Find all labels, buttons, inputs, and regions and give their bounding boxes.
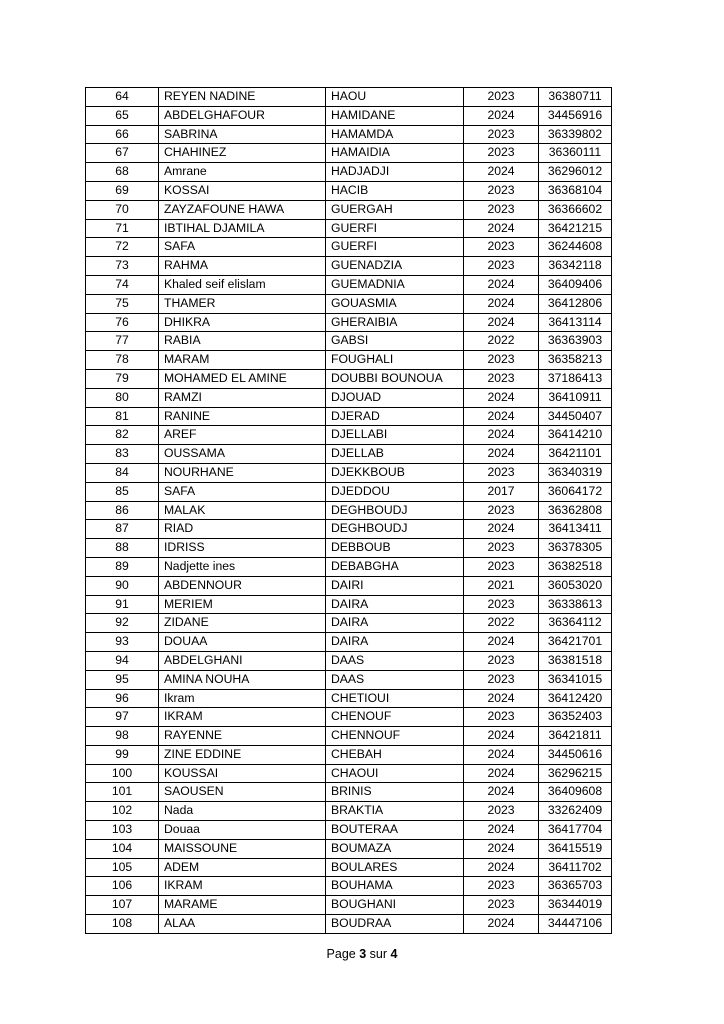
table-row (86, 783, 612, 802)
last-name-cell: DAIRA (326, 595, 464, 614)
row-number: 91 (86, 595, 159, 614)
table-row (86, 689, 612, 708)
last-name-cell: DAIRI (326, 576, 464, 595)
row-number: 94 (86, 651, 159, 670)
row-number: 76 (86, 313, 159, 332)
row-number: 65 (86, 106, 159, 125)
id-number-cell: 36382518 (539, 557, 612, 576)
first-name-cell: MARAM (159, 351, 326, 370)
row-number: 101 (86, 783, 159, 802)
total-page-count: 4 (390, 947, 398, 961)
table-row (86, 896, 612, 915)
row-number: 66 (86, 125, 159, 144)
table-row (86, 764, 612, 783)
table-row (86, 576, 612, 595)
year-cell: 2024 (464, 821, 539, 840)
last-name-cell: GUEMADNIA (326, 275, 464, 294)
year-cell: 2024 (464, 426, 539, 445)
last-name-cell: BOUTERAA (326, 821, 464, 840)
first-name-cell: THAMER (159, 294, 326, 313)
table-row (86, 388, 612, 407)
first-name-cell: ABDENNOUR (159, 576, 326, 595)
year-cell: 2024 (464, 407, 539, 426)
id-number-cell: 36341015 (539, 670, 612, 689)
last-name-cell: DJOUAD (326, 388, 464, 407)
current-page-number: 3 (359, 947, 367, 961)
year-cell: 2023 (464, 238, 539, 257)
last-name-cell: BRAKTIA (326, 802, 464, 821)
last-name-cell: DAAS (326, 651, 464, 670)
table-row (86, 839, 612, 858)
table-row (86, 332, 612, 351)
table-row (86, 727, 612, 746)
row-number: 74 (86, 275, 159, 294)
id-number-cell: 36381518 (539, 651, 612, 670)
row-number: 72 (86, 238, 159, 257)
table-row (86, 200, 612, 219)
id-number-cell: 36409406 (539, 275, 612, 294)
first-name-cell: MERIEM (159, 595, 326, 614)
year-cell: 2024 (464, 275, 539, 294)
row-number: 92 (86, 614, 159, 633)
year-cell: 2023 (464, 200, 539, 219)
last-name-cell: DAAS (326, 670, 464, 689)
id-number-cell: 34450616 (539, 745, 612, 764)
id-number-cell: 36413114 (539, 313, 612, 332)
id-number-cell: 36421101 (539, 445, 612, 464)
row-number: 69 (86, 181, 159, 200)
last-name-cell: DAIRA (326, 614, 464, 633)
first-name-cell: Nada (159, 802, 326, 821)
year-cell: 2023 (464, 125, 539, 144)
last-name-cell: FOUGHALI (326, 351, 464, 370)
year-cell: 2024 (464, 689, 539, 708)
last-name-cell: BOUMAZA (326, 839, 464, 858)
row-number: 64 (86, 88, 159, 107)
row-number: 75 (86, 294, 159, 313)
table-row (86, 351, 612, 370)
year-cell: 2024 (464, 745, 539, 764)
last-name-cell: DJELLAB (326, 445, 464, 464)
year-cell: 2023 (464, 539, 539, 558)
table-row (86, 163, 612, 182)
last-name-cell: HAMIDANE (326, 106, 464, 125)
first-name-cell: NOURHANE (159, 463, 326, 482)
row-number: 96 (86, 689, 159, 708)
table-row (86, 614, 612, 633)
first-name-cell: IKRAM (159, 877, 326, 896)
year-cell: 2024 (464, 294, 539, 313)
id-number-cell: 36421811 (539, 727, 612, 746)
first-name-cell: DHIKRA (159, 313, 326, 332)
row-number: 106 (86, 877, 159, 896)
row-number: 68 (86, 163, 159, 182)
last-name-cell: DOUBBI BOUNOUA (326, 369, 464, 388)
table-row (86, 482, 612, 501)
first-name-cell: RANINE (159, 407, 326, 426)
first-name-cell: CHAHINEZ (159, 144, 326, 163)
row-number: 79 (86, 369, 159, 388)
row-number: 98 (86, 727, 159, 746)
row-number: 84 (86, 463, 159, 482)
year-cell: 2024 (464, 520, 539, 539)
table-row (86, 426, 612, 445)
year-cell: 2024 (464, 445, 539, 464)
table-row (86, 257, 612, 276)
first-name-cell: MARAME (159, 896, 326, 915)
id-number-cell: 36344019 (539, 896, 612, 915)
table-row (86, 219, 612, 238)
id-number-cell: 36338613 (539, 595, 612, 614)
row-number: 78 (86, 351, 159, 370)
id-number-cell: 36380711 (539, 88, 612, 107)
first-name-cell: ZAYZAFOUNE HAWA (159, 200, 326, 219)
table-row (86, 708, 612, 727)
last-name-cell: HAMAIDIA (326, 144, 464, 163)
id-number-cell: 36414210 (539, 426, 612, 445)
table-row (86, 407, 612, 426)
table-row (86, 501, 612, 520)
last-name-cell: BOUGHANI (326, 896, 464, 915)
first-name-cell: SAOUSEN (159, 783, 326, 802)
first-name-cell: Nadjette ines (159, 557, 326, 576)
first-name-cell: KOUSSAI (159, 764, 326, 783)
first-name-cell: Douaa (159, 821, 326, 840)
table-row (86, 369, 612, 388)
table-row (86, 802, 612, 821)
last-name-cell: BOUHAMA (326, 877, 464, 896)
first-name-cell: ZINE EDDINE (159, 745, 326, 764)
year-cell: 2024 (464, 163, 539, 182)
id-number-cell: 36340319 (539, 463, 612, 482)
year-cell: 2023 (464, 501, 539, 520)
id-number-cell: 36365703 (539, 877, 612, 896)
last-name-cell: DEBABGHA (326, 557, 464, 576)
id-number-cell: 36413411 (539, 520, 612, 539)
id-number-cell: 36411702 (539, 858, 612, 877)
table-row (86, 877, 612, 896)
id-number-cell: 36421701 (539, 633, 612, 652)
id-number-cell: 36368104 (539, 181, 612, 200)
last-name-cell: GOUASMIA (326, 294, 464, 313)
row-number: 93 (86, 633, 159, 652)
first-name-cell: AMINA NOUHA (159, 670, 326, 689)
first-name-cell: MOHAMED EL AMINE (159, 369, 326, 388)
first-name-cell: IBTIHAL DJAMILA (159, 219, 326, 238)
year-cell: 2024 (464, 313, 539, 332)
row-number: 86 (86, 501, 159, 520)
footer-separator: sur (366, 947, 391, 961)
year-cell: 2021 (464, 576, 539, 595)
table-row (86, 520, 612, 539)
id-number-cell: 36358213 (539, 351, 612, 370)
table-row (86, 294, 612, 313)
first-name-cell: REYEN NADINE (159, 88, 326, 107)
id-number-cell: 36364112 (539, 614, 612, 633)
id-number-cell: 36415519 (539, 839, 612, 858)
id-number-cell: 37186413 (539, 369, 612, 388)
row-number: 77 (86, 332, 159, 351)
first-name-cell: ZIDANE (159, 614, 326, 633)
row-number: 73 (86, 257, 159, 276)
first-name-cell: SABRINA (159, 125, 326, 144)
id-number-cell: 36366602 (539, 200, 612, 219)
row-number: 108 (86, 915, 159, 934)
table-row (86, 275, 612, 294)
year-cell: 2023 (464, 88, 539, 107)
table-row (86, 144, 612, 163)
first-name-cell: RAHMA (159, 257, 326, 276)
id-number-cell: 33262409 (539, 802, 612, 821)
row-number: 70 (86, 200, 159, 219)
id-number-cell: 34456916 (539, 106, 612, 125)
last-name-cell: HAOU (326, 88, 464, 107)
id-number-cell: 36412420 (539, 689, 612, 708)
row-number: 88 (86, 539, 159, 558)
last-name-cell: GHERAIBIA (326, 313, 464, 332)
year-cell: 2024 (464, 858, 539, 877)
first-name-cell: IKRAM (159, 708, 326, 727)
row-number: 85 (86, 482, 159, 501)
id-number-cell: 36378305 (539, 539, 612, 558)
year-cell: 2023 (464, 670, 539, 689)
table-row (86, 463, 612, 482)
first-name-cell: Khaled seif elislam (159, 275, 326, 294)
row-number: 90 (86, 576, 159, 595)
year-cell: 2024 (464, 388, 539, 407)
id-number-cell: 36410911 (539, 388, 612, 407)
row-number: 82 (86, 426, 159, 445)
id-number-cell: 36064172 (539, 482, 612, 501)
first-name-cell: RIAD (159, 520, 326, 539)
year-cell: 2024 (464, 106, 539, 125)
table-row (86, 539, 612, 558)
year-cell: 2024 (464, 783, 539, 802)
first-name-cell: ABDELGHANI (159, 651, 326, 670)
table-row (86, 595, 612, 614)
year-cell: 2022 (464, 614, 539, 633)
id-number-cell: 34450407 (539, 407, 612, 426)
id-number-cell: 36409608 (539, 783, 612, 802)
row-number: 95 (86, 670, 159, 689)
year-cell: 2024 (464, 764, 539, 783)
last-name-cell: CHENOUF (326, 708, 464, 727)
year-cell: 2023 (464, 181, 539, 200)
year-cell: 2024 (464, 727, 539, 746)
table-row (86, 651, 612, 670)
first-name-cell: RABIA (159, 332, 326, 351)
first-name-cell: RAYENNE (159, 727, 326, 746)
year-cell: 2024 (464, 839, 539, 858)
first-name-cell: OUSSAMA (159, 445, 326, 464)
id-number-cell: 36417704 (539, 821, 612, 840)
first-name-cell: ABDELGHAFOUR (159, 106, 326, 125)
table-row (86, 670, 612, 689)
first-name-cell: SAFA (159, 482, 326, 501)
table-row (86, 238, 612, 257)
first-name-cell: AREF (159, 426, 326, 445)
table-row (86, 106, 612, 125)
year-cell: 2023 (464, 257, 539, 276)
id-number-cell: 36363903 (539, 332, 612, 351)
row-number: 81 (86, 407, 159, 426)
year-cell: 2023 (464, 144, 539, 163)
id-number-cell: 36053020 (539, 576, 612, 595)
last-name-cell: HACIB (326, 181, 464, 200)
row-number: 102 (86, 802, 159, 821)
first-name-cell: SAFA (159, 238, 326, 257)
row-number: 99 (86, 745, 159, 764)
row-number: 80 (86, 388, 159, 407)
row-number: 97 (86, 708, 159, 727)
row-number: 87 (86, 520, 159, 539)
year-cell: 2023 (464, 651, 539, 670)
last-name-cell: GABSI (326, 332, 464, 351)
year-cell: 2024 (464, 633, 539, 652)
table-row (86, 445, 612, 464)
id-number-cell: 36296215 (539, 764, 612, 783)
last-name-cell: DEGHBOUDJ (326, 520, 464, 539)
last-name-cell: GUERFI (326, 238, 464, 257)
table-row (86, 88, 612, 107)
id-number-cell: 36360111 (539, 144, 612, 163)
year-cell: 2023 (464, 369, 539, 388)
year-cell: 2017 (464, 482, 539, 501)
page-footer (0, 947, 724, 961)
table-row (86, 821, 612, 840)
row-number: 67 (86, 144, 159, 163)
student-list-table (85, 87, 612, 934)
first-name-cell: RAMZI (159, 388, 326, 407)
first-name-cell: ADEM (159, 858, 326, 877)
table-row (86, 125, 612, 144)
footer-prefix: Page (326, 947, 360, 961)
year-cell: 2023 (464, 557, 539, 576)
year-cell: 2023 (464, 595, 539, 614)
year-cell: 2023 (464, 463, 539, 482)
table-row (86, 745, 612, 764)
id-number-cell: 36342118 (539, 257, 612, 276)
year-cell: 2023 (464, 708, 539, 727)
table-body (86, 88, 612, 934)
row-number: 71 (86, 219, 159, 238)
first-name-cell: MALAK (159, 501, 326, 520)
table-row (86, 313, 612, 332)
last-name-cell: BOULARES (326, 858, 464, 877)
year-cell: 2023 (464, 351, 539, 370)
row-number: 103 (86, 821, 159, 840)
id-number-cell: 36296012 (539, 163, 612, 182)
year-cell: 2023 (464, 877, 539, 896)
year-cell: 2023 (464, 802, 539, 821)
id-number-cell: 36421215 (539, 219, 612, 238)
first-name-cell: Ikram (159, 689, 326, 708)
last-name-cell: CHETIOUI (326, 689, 464, 708)
id-number-cell: 36244608 (539, 238, 612, 257)
table-row (86, 858, 612, 877)
row-number: 107 (86, 896, 159, 915)
year-cell: 2024 (464, 915, 539, 934)
year-cell: 2023 (464, 896, 539, 915)
row-number: 104 (86, 839, 159, 858)
year-cell: 2022 (464, 332, 539, 351)
row-number: 100 (86, 764, 159, 783)
last-name-cell: CHENNOUF (326, 727, 464, 746)
first-name-cell: ALAA (159, 915, 326, 934)
last-name-cell: CHEBAH (326, 745, 464, 764)
last-name-cell: DEBBOUB (326, 539, 464, 558)
last-name-cell: CHAOUI (326, 764, 464, 783)
last-name-cell: DJEDDOU (326, 482, 464, 501)
last-name-cell: DJEKKBOUB (326, 463, 464, 482)
year-cell: 2024 (464, 219, 539, 238)
table-row (86, 915, 612, 934)
last-name-cell: BOUDRAA (326, 915, 464, 934)
row-number: 89 (86, 557, 159, 576)
last-name-cell: DEGHBOUDJ (326, 501, 464, 520)
first-name-cell: IDRISS (159, 539, 326, 558)
id-number-cell: 36362808 (539, 501, 612, 520)
last-name-cell: HAMAMDA (326, 125, 464, 144)
table-row (86, 633, 612, 652)
last-name-cell: GUENADZIA (326, 257, 464, 276)
last-name-cell: DJELLABI (326, 426, 464, 445)
id-number-cell: 34447106 (539, 915, 612, 934)
last-name-cell: GUERGAH (326, 200, 464, 219)
row-number: 83 (86, 445, 159, 464)
last-name-cell: HADJADJI (326, 163, 464, 182)
last-name-cell: GUERFI (326, 219, 464, 238)
id-number-cell: 36412806 (539, 294, 612, 313)
last-name-cell: DAIRA (326, 633, 464, 652)
first-name-cell: Amrane (159, 163, 326, 182)
last-name-cell: DJERAD (326, 407, 464, 426)
id-number-cell: 36352403 (539, 708, 612, 727)
last-name-cell: BRINIS (326, 783, 464, 802)
first-name-cell: KOSSAI (159, 181, 326, 200)
first-name-cell: DOUAA (159, 633, 326, 652)
row-number: 105 (86, 858, 159, 877)
table-row (86, 557, 612, 576)
first-name-cell: MAISSOUNE (159, 839, 326, 858)
id-number-cell: 36339802 (539, 125, 612, 144)
table-row (86, 181, 612, 200)
